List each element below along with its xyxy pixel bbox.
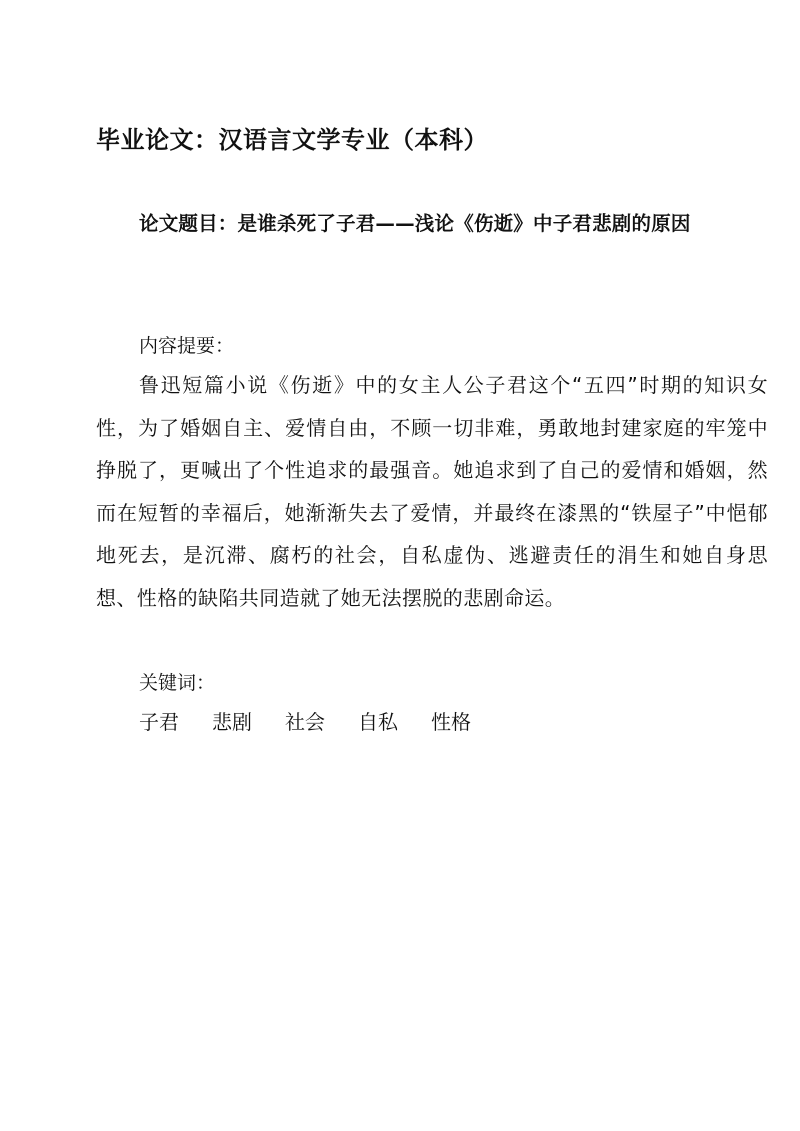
keyword-item: 自私 (358, 710, 398, 734)
thesis-title: 论文题目：是谁杀死了子君——浅论《伤逝》中子君悲剧的原因 (139, 212, 691, 235)
abstract-label: 内容提要： (139, 335, 235, 357)
keyword-item: 社会 (285, 710, 325, 734)
keywords-list (139, 705, 471, 739)
thesis-heading: 毕业论文：汉语言文学专业（本科） (96, 126, 488, 154)
keyword-item: 子君 (139, 710, 179, 734)
keyword-item: 悲剧 (212, 710, 252, 734)
keyword-item: 性格 (431, 710, 471, 734)
abstract-body: 鲁迅短篇小说《伤逝》中的女主人公子君这个“五四”时期的知识女性，为了婚姻自主、爱情自由，不顾一切非难，勇敢地封建家庭的牢笼中挣脱了，更喊出了个性追求的最强音。她追求到了自己的爱情和婚姻，然而在短暂的幸福后，她渐渐失去了爱情，并最终在漆黑的“铁屋子”中悒郁地死去，是沉滞、腐朽的社会，自私虚伪、逃避责任的涓生和她自身思想、性格的缺陷共同造就了她无法摆脱的悲剧命运。 (96, 373, 768, 610)
keywords-label: 关键词： (139, 672, 216, 694)
